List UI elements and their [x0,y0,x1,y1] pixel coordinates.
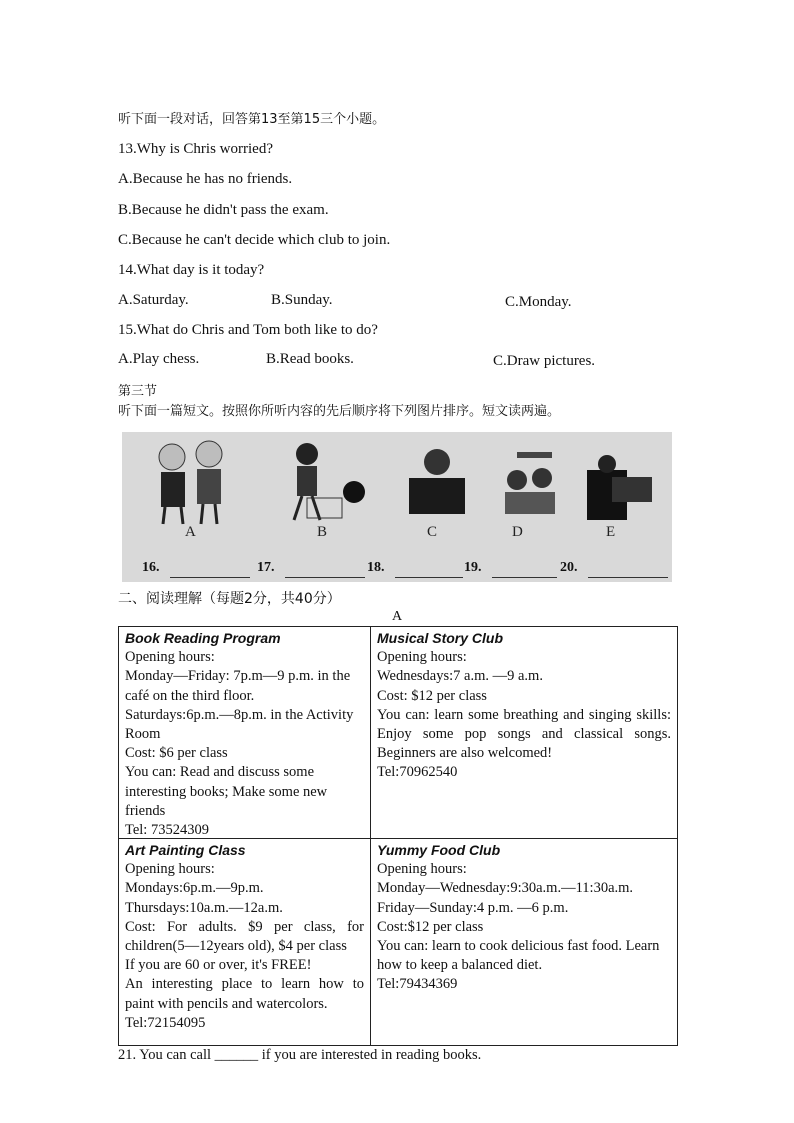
club-line: Monday—Friday: 7p.m—9 p.m. in the café on the third floor. [125,668,351,704]
club-line: Monday—Wednesday:9:30a.m.—11:30a.m. [377,880,634,897]
picture-letter-b: B [317,524,328,540]
club-line: Cost: $12 per class [377,687,487,704]
option-14b: B.Sunday. [271,292,333,308]
club-yummy-food [371,839,677,1045]
picture-strip [122,432,672,582]
picture-b-illustration [262,432,372,527]
option-15b: B.Read books. [266,351,354,367]
question-13: 13.Why is Chris worried? [118,141,273,157]
club-line: You can: learn some breathing and singing skills: Enjoy some pop songs and classical songs. Beginners are also welcomed! [377,706,671,762]
answer-number-19: 19. [464,560,482,575]
club-line: Saturdays:6p.m.—8p.m. in the Activity Room [125,706,354,743]
picture-a-illustration [147,432,237,527]
club-line: Tel:70962540 [377,764,458,781]
clubs-table [118,626,678,1046]
answer-number-20: 20. [560,560,578,575]
reading-part-title: 二、阅读理解（每题2分，共40分） [118,591,341,607]
club-line: Cost: For adults. $9 per class, for children(5—12years old), $4 per class [125,918,364,955]
answer-blank-18[interactable] [395,577,463,578]
section-title: 第三节 [118,384,158,399]
listening-instruction: 听下面一段对话，回答第13至第15三个小题。 [118,112,386,127]
club-line: Friday—Sunday:4 p.m. —6 p.m. [377,899,569,916]
picture-letter-c: C [427,524,438,540]
club-title: Art Painting Class [125,842,246,858]
option-14c: C.Monday. [505,294,572,310]
club-line: If you are 60 or over, it's FREE! [125,957,312,974]
option-13c: C.Because he can't decide which club to join. [118,232,391,248]
club-title: Book Reading Program [125,630,281,646]
club-book-reading [119,627,370,838]
option-13b: B.Because he didn't pass the exam. [118,202,329,218]
picture-letter-a: A [185,524,196,540]
answer-number-18: 18. [367,560,385,575]
club-line: Tel:72154095 [125,1014,206,1031]
picture-letter-e: E [606,524,616,540]
picture-c-illustration [397,432,477,527]
picture-letter-d: D [512,524,523,540]
club-line: Thursdays:10a.m.—12a.m. [125,899,283,916]
club-line: Cost: $6 per class [125,745,228,762]
question-21: 21. You can call ______ if you are interested in reading books. [118,1047,482,1063]
question-15: 15.What do Chris and Tom both like to do? [118,322,378,338]
answer-blank-16[interactable] [170,577,250,578]
picture-e-illustration [572,432,662,527]
club-title: Yummy Food Club [377,842,501,858]
option-13a: A.Because he has no friends. [118,171,293,187]
club-line: An interesting place to learn how to paint with pencils and watercolors. [125,976,364,1012]
answer-number-16: 16. [142,560,160,575]
club-line: Opening hours: [125,649,215,666]
club-line: Tel: 73524309 [125,822,209,839]
section-instruction: 听下面一篇短文。按照你所听内容的先后顺序将下列图片排序。短文读两遍。 [118,404,561,419]
answer-blank-20[interactable] [588,577,668,578]
club-art-painting [119,839,370,1045]
picture-d-illustration [487,432,567,527]
club-line: Opening hours: [377,649,467,666]
club-line: Opening hours: [125,861,215,878]
option-15c: C.Draw pictures. [493,353,596,369]
club-line: Wednesdays:7 a.m. —9 a.m. [377,668,543,685]
club-line: Cost:$12 per class [377,918,484,935]
answer-number-17: 17. [257,560,275,575]
option-14a: A.Saturday. [118,292,189,308]
club-musical-story [371,627,677,838]
passage-label: A [392,609,403,624]
club-line: You can: Read and discuss some interesting books; Make some new friends [125,764,328,819]
club-line: You can: learn to cook delicious fast food. Learn how to keep a balanced diet. [377,938,660,974]
question-14: 14.What day is it today? [118,262,265,278]
club-title: Musical Story Club [377,630,504,646]
club-line: Opening hours: [377,861,467,878]
option-15a: A.Play chess. [118,351,200,367]
answer-blank-19[interactable] [492,577,557,578]
answer-blank-17[interactable] [285,577,365,578]
club-line: Mondays:6p.m.—9p.m. [125,880,264,897]
club-line: Tel:79434369 [377,976,458,993]
